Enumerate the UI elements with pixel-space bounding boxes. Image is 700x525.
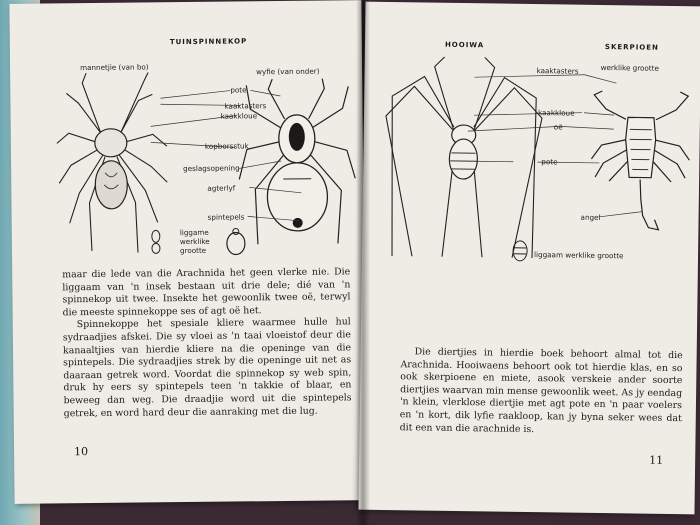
label-jaws: kaakkloue [220,111,258,121]
label-genital-opening: geslagsopening [183,163,240,174]
right-page-header-harvestman: HOOIWA [444,40,485,50]
label-palps-right: kaaktasters [536,66,579,76]
label-eyes: oë [553,122,563,132]
right-page-header-scorpion: SKERPIOEN [604,43,659,52]
label-leader-lines [9,0,364,264]
label-abdomen: agterlyf [207,183,236,193]
label-spinnerets: spintepels [207,212,245,222]
label-palps: kaaktasters [224,101,267,111]
label-body-size-right: liggaam werklike grootte [533,250,624,261]
right-page-number: 11 [649,453,664,467]
right-leader-lines [362,2,700,267]
label-female: wyfie (van onder) [256,66,320,77]
left-page-header: TUINSPINNEKOP [169,37,248,47]
label-jaws-right: kaakkloue [537,108,575,118]
label-sting: angel [580,212,601,222]
right-page-body [400,346,683,438]
label-body-size: liggame werklike grootte [179,227,210,256]
label-male: mannetjie (van bo) [80,62,149,73]
label-actual-size: werklike grootte [600,62,659,73]
label-legs: pote [230,85,247,95]
right-paragraph-1: Die diertjies in hierdie boek behoort almal tot die Arachnida. Hooiwaens behoort ook tot hierdie klas, en so ook skerpioene en miete, asook verskeie ander soorte diertjies waarvan min mense gewoonlik weet. As jy eendag 'n klein, vlerklose diertjie met agt pote en 'n paar voelers en 'n kort, dik lyfie raakloop, kan jy byna seker wees dat dit een van die arachnide is. [399,346,683,435]
left-page [9,0,366,504]
right-page [358,2,700,515]
left-page-number: 10 [74,445,89,459]
left-page-body [62,266,352,420]
label-legs-right: pote [541,157,558,167]
book-gutter [356,0,370,525]
left-paragraph-1: maar die lede van die Arachnida het geen vlerke nie. Die liggaam van 'n insek bestaan uit drie dele; dié van 'n spinnekop uit twee. Insekte het gewoonlik twee oë, terwyl die meeste spinnekoppe ses of agt oë het. [62,266,351,319]
left-paragraph-2: Spinnekoppe het spesiale kliere waarmee hulle hul sydraadjies afskei. Die sy vloei as 'n taai vloeistof deur die kanaaltjies van hierdie kliere na die openinge van die spintepels. Die sydraadjies strek by die openinge uit net as daaraan getrek word. Voordat die spinnekop sy web spin, druk hy eers sy spintepels teen 'n takkie of blaar, en beweeg dan weg. Die draadjie word uit die spintepels getrek, en word hard deur die aanraking met die lug. [62,316,352,419]
label-cephalothorax: kopborsstuk [204,141,249,151]
